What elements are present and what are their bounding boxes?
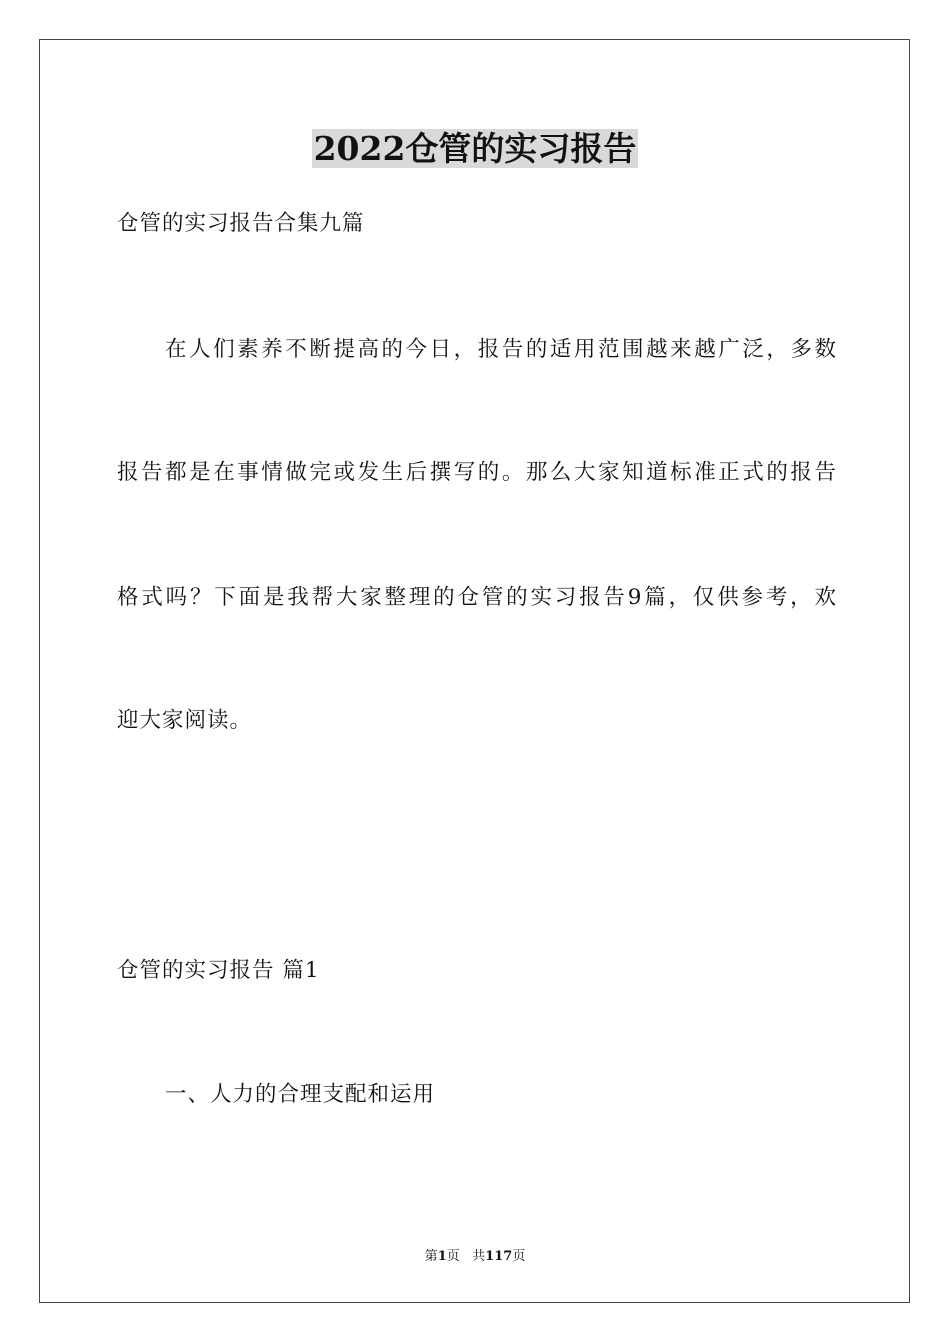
intro-line-3: 格式吗？下面是我帮大家整理的仓管的实习报告9篇，仅供参考，欢 <box>117 585 837 610</box>
document-subtitle: 仓管的实习报告合集九篇 <box>117 211 365 236</box>
document-title <box>0 126 950 172</box>
intro-line-1: 在人们素养不断提高的今日，报告的适用范围越来越广泛，多数 <box>165 337 837 362</box>
footer-total-prefix: 共 <box>472 1249 486 1264</box>
intro-line-4: 迎大家阅读。 <box>117 708 253 733</box>
subsection-heading: 一、人力的合理支配和运用 <box>165 1082 436 1107</box>
footer-page-suffix: 页 <box>446 1249 460 1264</box>
footer-page-prefix: 第 <box>424 1249 438 1264</box>
footer-total-suffix: 页 <box>512 1249 526 1264</box>
intro-line-2: 报告都是在事情做完或发生后撰写的。那么大家知道标准正式的报告 <box>117 460 837 485</box>
footer-total-pages: 117 <box>485 1249 513 1264</box>
footer-page-number: 1 <box>437 1249 447 1264</box>
page-footer <box>0 1248 950 1266</box>
section-heading: 仓管的实习报告 篇1 <box>117 958 320 983</box>
document-title-text: 2022仓管的实习报告 <box>313 129 637 168</box>
